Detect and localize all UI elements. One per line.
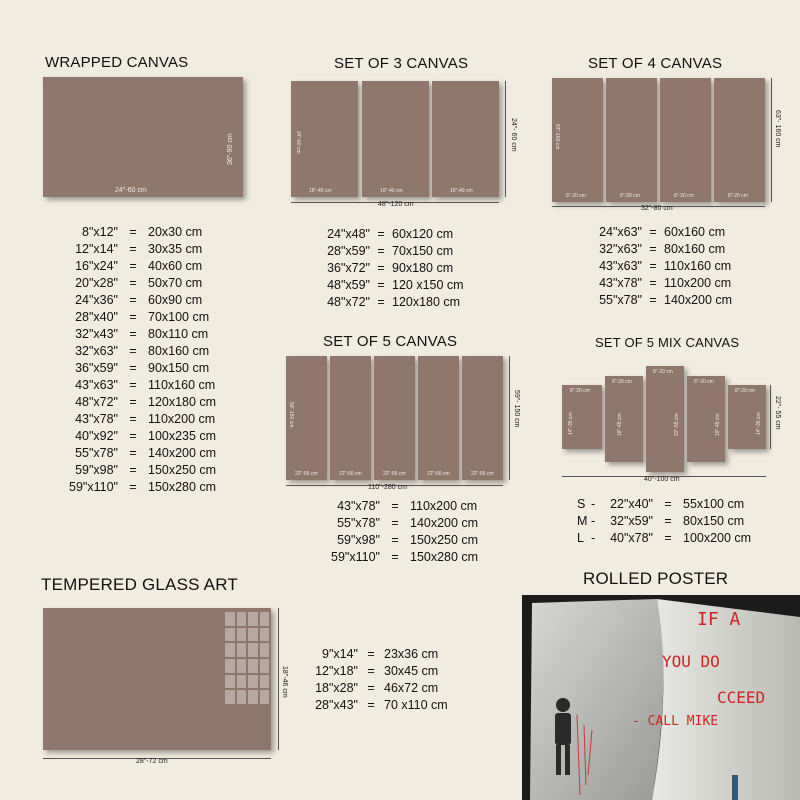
size-row [318, 532, 478, 549]
size-centimeters: 110x200 cm [664, 276, 732, 290]
set5-panel-height-label: 59"-150 cm [288, 402, 294, 428]
set5-panel-4 [418, 356, 459, 480]
equals-sign: = [377, 278, 385, 292]
set5-panel-width-label: 22"-56 cm [471, 471, 494, 477]
size-inches: 28"x59" [327, 244, 370, 258]
size-centimeters: 80x150 cm [683, 514, 745, 528]
size-inches: 55"x78" [599, 293, 642, 307]
equals-sign: = [129, 310, 137, 324]
glass-panel [43, 608, 271, 750]
size-inches: 24"x36" [75, 293, 118, 307]
set5-total-width: 110"-280 cm [368, 484, 407, 491]
mix5-panel-side-label: 14"-35 cm [568, 412, 574, 435]
mix5-panel-side-label: 18"-45 cm [715, 413, 721, 436]
set5-panel-width-label: 22"-56 cm [339, 471, 362, 477]
size-inches: 59"x98" [337, 533, 380, 547]
size-row [60, 445, 216, 462]
equals-sign: = [664, 531, 672, 545]
mix5-height-line [770, 385, 771, 449]
size-inches: 24"x63" [599, 225, 642, 239]
equals-sign: = [377, 227, 385, 241]
size-centimeters: 70 x110 cm [384, 698, 448, 712]
size-inches: 18"x28" [315, 681, 358, 695]
size-centimeters: 110x160 cm [664, 259, 732, 273]
mix5-panel-top-label: 8"-20 cm [653, 369, 673, 375]
size-centimeters: 40x60 cm [148, 259, 203, 273]
set5-panel-width-label: 22"-56 cm [383, 471, 406, 477]
set3-panel-width-label: 16"-40 cm [450, 188, 473, 194]
size-inches: 43"x63" [599, 259, 642, 273]
size-centimeters: 140x200 cm [148, 446, 217, 460]
set3-total-width: 48"-120 cm [378, 201, 414, 208]
set3-panel-width-label: 16"-40 cm [380, 188, 403, 194]
poster-text-line-1: IF A [697, 609, 741, 630]
mix5-panel-1 [562, 385, 602, 449]
size-inches: 40"x92" [75, 429, 118, 443]
size-row [318, 294, 464, 311]
equals-sign: = [391, 550, 399, 564]
mix5-panel-4 [687, 376, 725, 462]
set5-panel-width-label: 22"-56 cm [295, 471, 318, 477]
poster-illustration [522, 595, 800, 800]
size-row [318, 498, 478, 515]
size-centimeters: 110x160 cm [148, 378, 216, 392]
set4-size-list [590, 224, 732, 309]
set5-panel-width-label: 22"-56 cm [427, 471, 450, 477]
size-inches: 59"x110" [69, 480, 118, 494]
size-dash: - [591, 497, 596, 511]
size-row [305, 646, 448, 663]
glass-size-list [305, 646, 448, 714]
size-inches: 36"x59" [75, 361, 118, 375]
set3-panel-1 [291, 81, 358, 197]
poster-text-line-2: YOU DO [662, 652, 720, 671]
size-centimeters: 100x200 cm [683, 531, 752, 545]
equals-sign: = [377, 261, 385, 275]
size-inches: 48"x72" [75, 395, 118, 409]
equals-sign: = [664, 497, 672, 511]
size-centimeters: 55x100 cm [683, 497, 745, 511]
size-row [60, 343, 216, 360]
size-inches: 59"x110" [331, 550, 380, 564]
size-inches: 8"x12" [82, 225, 118, 239]
set4-panel-width-label: 8"-20 cm [674, 193, 694, 199]
size-row [60, 275, 216, 292]
size-row [590, 292, 732, 309]
equals-sign: = [129, 412, 137, 426]
size-row [318, 515, 478, 532]
size-inches: 9"x14" [322, 647, 358, 661]
equals-sign: = [129, 344, 137, 358]
equals-sign: = [129, 327, 137, 341]
set4-height-line [771, 78, 772, 202]
size-centimeters: 150x280 cm [410, 550, 479, 564]
set5-panel-5 [462, 356, 503, 480]
size-centimeters: 150x280 cm [148, 480, 217, 494]
size-centimeters: 80x160 cm [148, 344, 210, 358]
set5-size-list [318, 498, 478, 566]
rolled-poster-image [522, 595, 800, 800]
size-inches: 22"x40" [610, 497, 653, 511]
size-dash: - [591, 514, 596, 528]
size-row [60, 462, 216, 479]
size-row [577, 496, 751, 513]
size-centimeters: 60x160 cm [664, 225, 726, 239]
size-row [60, 224, 216, 241]
size-inches: 40"x78" [610, 531, 653, 545]
size-centimeters: 80x110 cm [148, 327, 209, 341]
size-centimeters: 90x150 cm [148, 361, 210, 375]
size-row [577, 513, 751, 530]
size-centimeters: 60x120 cm [392, 227, 454, 241]
size-centimeters: 46x72 cm [384, 681, 439, 695]
equals-sign: = [649, 276, 657, 290]
size-row [60, 377, 216, 394]
equals-sign: = [367, 664, 375, 678]
size-inches: 43"x78" [599, 276, 642, 290]
mix5-size-list [577, 496, 751, 547]
size-centimeters: 80x160 cm [664, 242, 726, 256]
size-row [60, 394, 216, 411]
size-row [60, 241, 216, 258]
size-centimeters: 50x70 cm [148, 276, 203, 290]
size-centimeters: 30x35 cm [148, 242, 203, 256]
wrapped-height-label: 36"-90 cm [227, 133, 234, 165]
set3-size-list [318, 226, 464, 311]
size-row [60, 258, 216, 275]
set5-panel-2 [330, 356, 371, 480]
equals-sign: = [129, 395, 137, 409]
size-centimeters: 30x45 cm [384, 664, 439, 678]
mix5-panel-top-label: 8"-20 cm [694, 379, 714, 385]
size-inches: 48"x72" [327, 295, 370, 309]
size-row [318, 260, 464, 277]
size-code: S [577, 497, 586, 511]
set3-title: SET OF 3 CANVAS [334, 55, 469, 72]
size-inches: 12"x14" [75, 242, 118, 256]
size-row [590, 258, 732, 275]
size-centimeters: 100x235 cm [148, 429, 217, 443]
glass-reflection [225, 612, 269, 704]
set4-panel-3 [660, 78, 711, 202]
set4-panel-2 [606, 78, 657, 202]
size-inches: 43"x78" [75, 412, 118, 426]
mix5-title: SET OF 5 MIX CANVAS [595, 335, 740, 350]
set3-panel-2 [362, 81, 429, 197]
mix5-panel-2 [605, 376, 643, 462]
equals-sign: = [129, 429, 137, 443]
equals-sign: = [649, 259, 657, 273]
equals-sign: = [129, 361, 137, 375]
poster-text-line-4: - CALL MIKE [632, 714, 719, 729]
size-inches: 28"x40" [75, 310, 118, 324]
equals-sign: = [391, 499, 399, 513]
size-inches: 12"x18" [315, 664, 358, 678]
size-row [60, 428, 216, 445]
size-dash: - [591, 531, 596, 545]
equals-sign: = [129, 463, 137, 477]
mix5-panel-side-label: 22"-55 cm [674, 413, 680, 436]
equals-sign: = [129, 242, 137, 256]
equals-sign: = [377, 295, 385, 309]
set5-title: SET OF 5 CANVAS [323, 333, 458, 350]
set4-panel-width-label: 8"-20 cm [728, 193, 748, 199]
set5-panel-1 [286, 356, 327, 480]
set3-panel-height-label: 24"-60 cm [295, 131, 301, 154]
size-centimeters: 120 x150 cm [392, 278, 464, 292]
set3-total-height: 24"- 60 cm [510, 118, 517, 152]
set4-panel-width-label: 8"-20 cm [566, 193, 586, 199]
equals-sign: = [377, 244, 385, 258]
size-row [60, 479, 216, 496]
mix5-panel-top-label: 8"-20 cm [612, 379, 632, 385]
set4-panel-4 [714, 78, 765, 202]
size-inches: 16"x24" [75, 259, 118, 273]
size-code: M [577, 514, 588, 528]
equals-sign: = [129, 446, 137, 460]
size-row [590, 241, 732, 258]
mix5-panel-side-label: 14"-35 cm [756, 412, 762, 435]
poster-text-line-3: CCEED [717, 688, 766, 707]
set5-height-line [509, 356, 510, 480]
equals-sign: = [367, 681, 375, 695]
equals-sign: = [391, 533, 399, 547]
equals-sign: = [649, 242, 657, 256]
size-inches: 59"x98" [75, 463, 118, 477]
mix5-total-height: 22"- 55 cm [774, 396, 781, 430]
size-inches: 55"x78" [75, 446, 118, 460]
size-centimeters: 120x180 cm [148, 395, 217, 409]
equals-sign: = [129, 259, 137, 273]
size-centimeters: 20x30 cm [148, 225, 203, 239]
size-row [590, 224, 732, 241]
size-centimeters: 110x200 cm [410, 499, 478, 513]
size-centimeters: 140x200 cm [410, 516, 479, 530]
size-row [318, 549, 478, 566]
set3-height-line [505, 81, 506, 197]
equals-sign: = [367, 647, 375, 661]
equals-sign: = [129, 276, 137, 290]
glass-title: TEMPERED GLASS ART [41, 575, 238, 594]
size-inches: 32"x59" [610, 514, 653, 528]
size-inches: 43"x78" [337, 499, 380, 513]
size-centimeters: 90x180 cm [392, 261, 454, 275]
size-inches: 32"x63" [75, 344, 118, 358]
mix5-panel-side-label: 18"-45 cm [617, 413, 623, 436]
set4-title: SET OF 4 CANVAS [588, 55, 723, 72]
size-code: L [577, 531, 584, 545]
size-centimeters: 70x150 cm [392, 244, 454, 258]
glass-height-line [278, 608, 279, 750]
size-inches: 20"x28" [75, 276, 118, 290]
equals-sign: = [664, 514, 672, 528]
size-centimeters: 150x250 cm [410, 533, 479, 547]
size-centimeters: 70x100 cm [148, 310, 210, 324]
size-centimeters: 150x250 cm [148, 463, 217, 477]
size-centimeters: 120x180 cm [392, 295, 461, 309]
set4-panel-1 [552, 78, 603, 202]
size-inches: 32"x43" [75, 327, 118, 341]
size-row [60, 411, 216, 428]
size-row [318, 277, 464, 294]
wrapped-size-list [60, 224, 216, 496]
equals-sign: = [649, 293, 657, 307]
mix5-total-width: 40"-100 cm [644, 476, 680, 483]
equals-sign: = [129, 480, 137, 494]
set4-total-height: 63"- 160 cm [774, 110, 781, 148]
size-centimeters: 110x200 cm [148, 412, 216, 426]
equals-sign: = [129, 225, 137, 239]
set5-panel-3 [374, 356, 415, 480]
size-inches: 32"x63" [599, 242, 642, 256]
mix5-panel-top-label: 8"-20 cm [735, 388, 755, 394]
size-row [305, 680, 448, 697]
size-inches: 43"x63" [75, 378, 118, 392]
size-inches: 48"x59" [327, 278, 370, 292]
size-inches: 24"x48" [327, 227, 370, 241]
mix5-panel-top-label: 8"-20 cm [570, 388, 590, 394]
size-row [577, 530, 751, 547]
size-inches: 28"x43" [315, 698, 358, 712]
size-row [318, 226, 464, 243]
size-inches: 55"x78" [337, 516, 380, 530]
equals-sign: = [649, 225, 657, 239]
size-row [60, 292, 216, 309]
wrapped-canvas-title: WRAPPED CANVAS [45, 54, 189, 71]
set4-panel-width-label: 8"-20 cm [620, 193, 640, 199]
equals-sign: = [391, 516, 399, 530]
size-row [60, 360, 216, 377]
size-centimeters: 60x90 cm [148, 293, 203, 307]
glass-width-label: 28"-72 cm [136, 758, 168, 765]
size-inches: 36"x72" [327, 261, 370, 275]
size-centimeters: 140x200 cm [664, 293, 733, 307]
size-row [60, 326, 216, 343]
size-row [305, 663, 448, 680]
glass-height-label: 18"-46 cm [281, 666, 288, 698]
equals-sign: = [129, 293, 137, 307]
size-row [305, 697, 448, 714]
wrapped-canvas-panel [43, 77, 243, 197]
wrapped-width-label: 24"-60 cm [115, 187, 147, 194]
set4-panel-height-label: 63"-160 cm [554, 124, 560, 150]
poster-title: ROLLED POSTER [583, 569, 729, 588]
set5-total-height: 59"- 150 cm [513, 390, 520, 428]
set3-panel-3 [432, 81, 499, 197]
set4-total-width: 32"-80 cm [641, 205, 673, 212]
size-row [318, 243, 464, 260]
set3-panel-width-label: 16"-40 cm [309, 188, 332, 194]
size-row [60, 309, 216, 326]
mix5-panel-3 [646, 366, 684, 472]
size-centimeters: 23x36 cm [384, 647, 439, 661]
equals-sign: = [367, 698, 375, 712]
mix5-panel-5 [728, 385, 766, 449]
equals-sign: = [129, 378, 137, 392]
size-row [590, 275, 732, 292]
